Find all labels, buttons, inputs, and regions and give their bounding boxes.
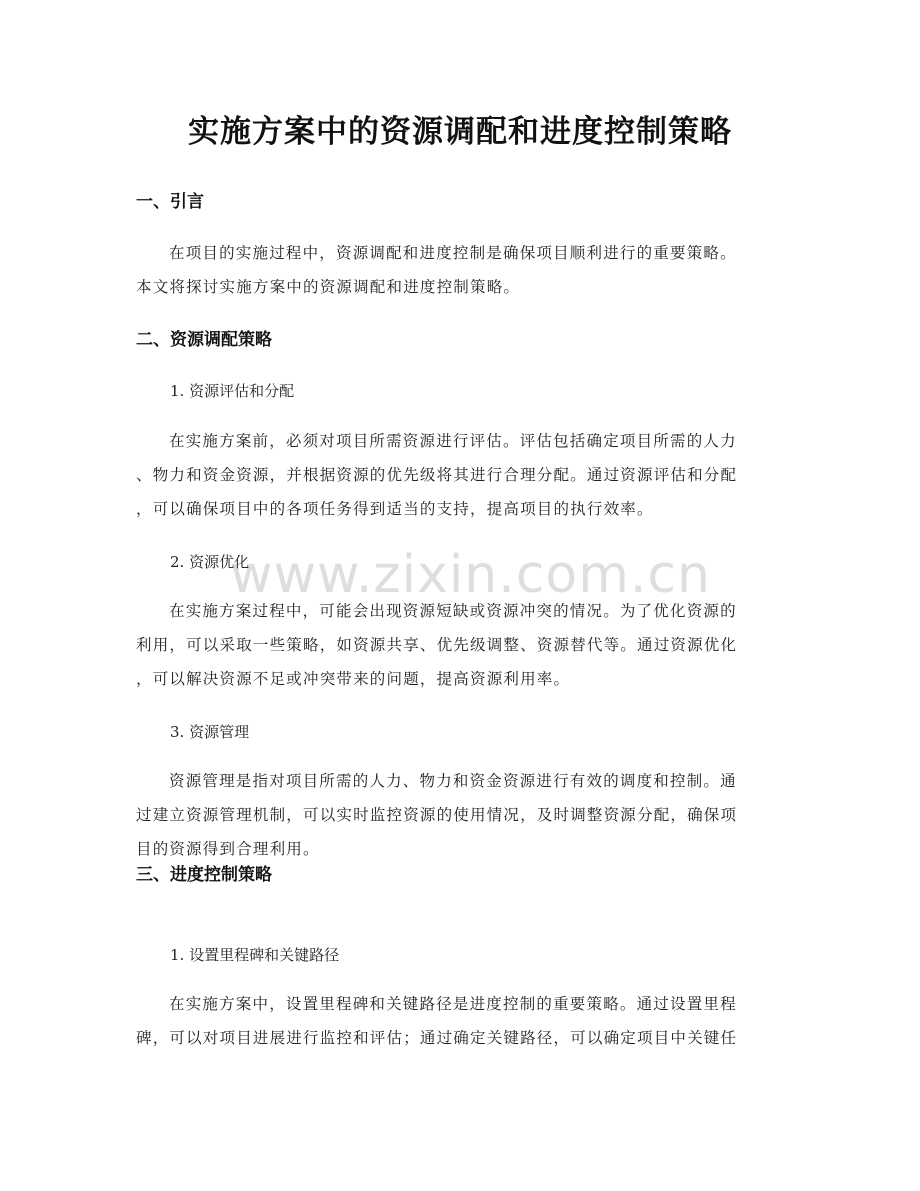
- watermark: www.zixin.com.cn: [230, 545, 711, 605]
- paragraph-line: 资源管理是指对项目所需的人力、物力和资金资源进行有效的调度和控制。通: [169, 772, 737, 790]
- subheading-milestones: 1. 设置里程碑和关键路径: [170, 946, 340, 964]
- paragraph-resource-optimization: [136, 594, 786, 696]
- paragraph-resource-management: [136, 764, 786, 866]
- paragraph-line: 在实施方案前，必须对项目所需资源进行评估。评估包括确定项目所需的人力: [169, 432, 737, 450]
- document-title: 实施方案中的资源调配和进度控制策略: [188, 114, 732, 150]
- paragraph-line: 目的资源得到合理利用。: [136, 840, 320, 858]
- paragraph-line: 碑，可以对项目进展进行监控和评估；通过确定关键路径，可以确定项目中关键任: [136, 1029, 738, 1047]
- paragraph-line: 在项目的实施过程中，资源调配和进度控制是确保项目顺利进行的重要策略。: [169, 244, 737, 262]
- subheading-resource-optimization: 2. 资源优化: [170, 553, 250, 571]
- paragraph-line: ，可以确保项目中的各项任务得到适当的支持，提高项目的执行效率。: [136, 500, 654, 518]
- paragraph-line: 利用，可以采取一些策略，如资源共享、优先级调整、资源替代等。通过资源优化: [136, 636, 738, 654]
- paragraph-resource-assessment: [136, 424, 786, 526]
- paragraph-line: ，可以解决资源不足或冲突带来的问题，提高资源利用率。: [136, 670, 571, 688]
- subheading-resource-assessment: 1. 资源评估和分配: [170, 382, 295, 400]
- section-heading-progress: 三、进度控制策略: [136, 865, 272, 885]
- paragraph-intro: [136, 236, 786, 304]
- paragraph-line: 过建立资源管理机制，可以实时监控资源的使用情况，及时调整资源分配，确保项: [136, 806, 738, 824]
- paragraph-line: 在实施方案中，设置里程碑和关键路径是进度控制的重要策略。通过设置里程: [169, 995, 737, 1013]
- paragraph-line: 、物力和资金资源，并根据资源的优先级将其进行合理分配。通过资源评估和分配: [136, 466, 738, 484]
- paragraph-milestones: [136, 987, 786, 1055]
- section-heading-intro: 一、引言: [136, 192, 204, 212]
- paragraph-line: 本文将探讨实施方案中的资源调配和进度控制策略。: [136, 278, 521, 296]
- subheading-resource-management: 3. 资源管理: [170, 723, 250, 741]
- section-heading-resource: 二、资源调配策略: [136, 330, 272, 350]
- paragraph-line: 在实施方案过程中，可能会出现资源短缺或资源冲突的情况。为了优化资源的: [169, 602, 737, 620]
